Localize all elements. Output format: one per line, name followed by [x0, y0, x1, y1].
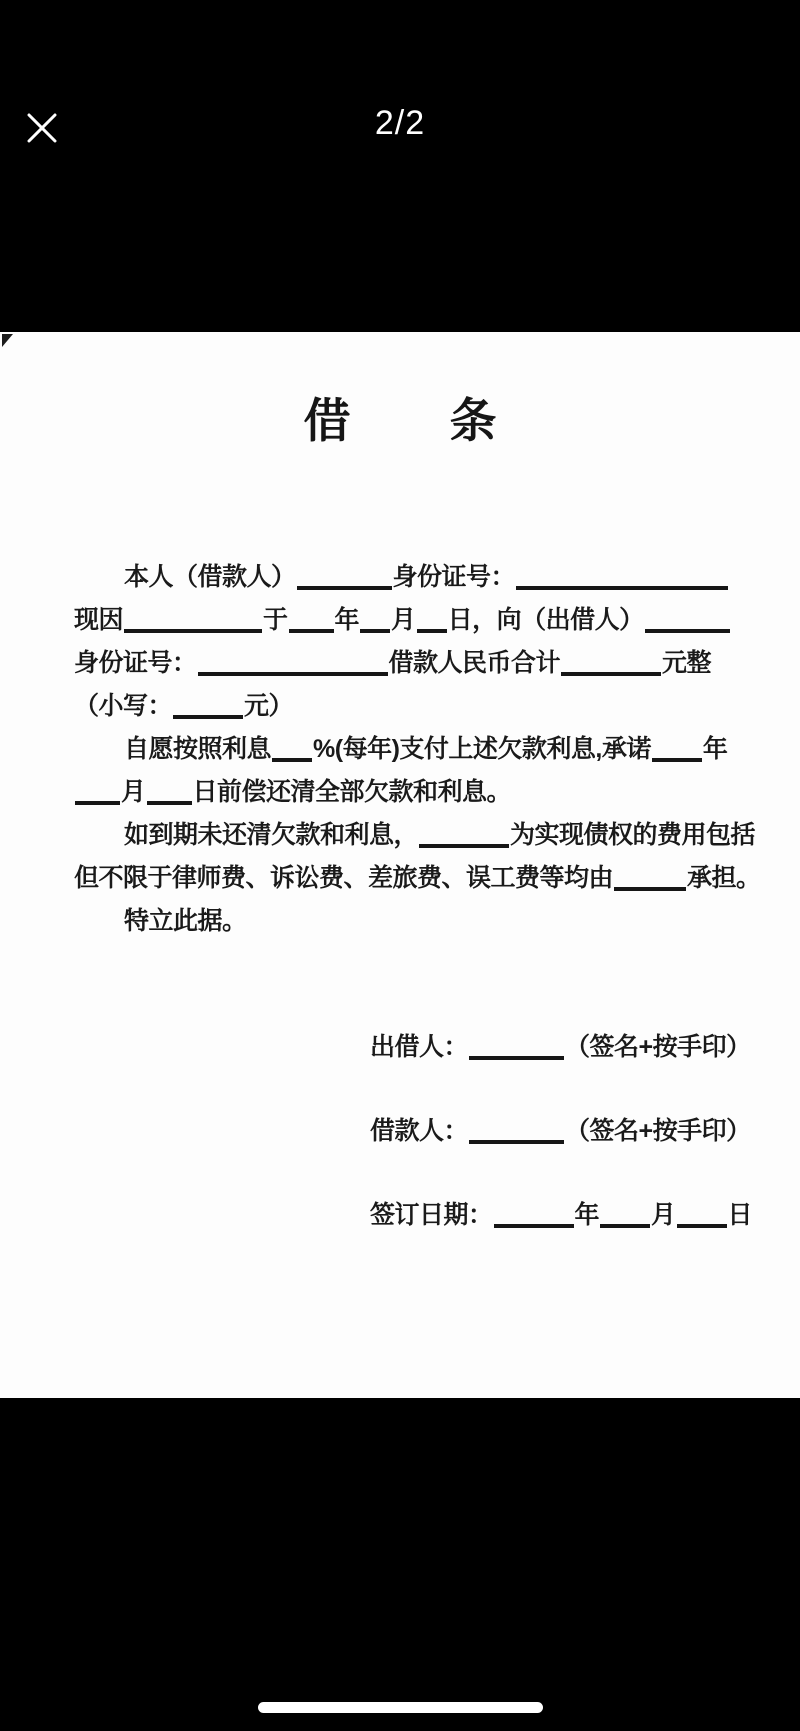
signature-section: [370, 1026, 790, 1278]
text-segment: 年: [334, 606, 360, 634]
blank-underline: [297, 586, 392, 590]
text-segment: 日前偿还清全部欠款和利息。: [192, 778, 512, 806]
blank-underline: [677, 1224, 727, 1228]
text-segment: 借款人民币合计: [388, 649, 561, 677]
text-segment: 月: [651, 1201, 676, 1229]
text-line: [74, 900, 734, 943]
text-segment: 年: [574, 1201, 600, 1229]
blank-underline: [198, 672, 388, 676]
blank-underline: [124, 629, 262, 633]
text-segment: 日，向（出借人）: [447, 606, 644, 634]
text-line: [74, 771, 734, 814]
page-indicator: 2/2: [374, 104, 426, 142]
text-segment: 日: [727, 1201, 753, 1229]
text-line: [74, 728, 734, 771]
text-segment: 签订日期：: [370, 1201, 493, 1229]
text-segment: 元整: [662, 649, 712, 677]
page-corner-artifact: [2, 334, 13, 347]
blank-underline: [469, 1056, 564, 1060]
text-segment: 月: [391, 606, 416, 634]
text-segment: 但不限于律师费、诉讼费、差旅费、误工费等均由: [74, 864, 614, 892]
blank-underline: [614, 887, 686, 891]
blank-underline: [494, 1224, 574, 1228]
text-line: [74, 685, 734, 728]
blank-underline: [469, 1140, 564, 1144]
blank-underline: [75, 801, 120, 805]
text-segment: 出借人：: [370, 1033, 469, 1061]
text-segment: 元）: [244, 692, 294, 720]
text-segment: 特立此据。: [124, 907, 247, 935]
text-line: [74, 599, 734, 642]
text-segment: 承担。: [687, 864, 761, 892]
document-title: 借 条: [303, 394, 523, 447]
text-segment: （小写：: [74, 692, 173, 720]
text-segment: 为实现债权的费用包括: [510, 821, 756, 849]
text-segment: 如到期未还清欠款和利息，: [124, 821, 419, 849]
blank-underline: [561, 672, 661, 676]
text-line: [370, 1110, 790, 1153]
text-segment: 借款人：: [370, 1117, 469, 1145]
text-line: [370, 1194, 790, 1237]
text-segment: 自愿按照利息: [124, 735, 272, 763]
text-line: [74, 857, 761, 900]
text-segment: 身份证号：: [392, 563, 516, 591]
text-line: [74, 642, 734, 685]
blank-underline: [272, 758, 312, 762]
viewer-top-bar: [0, 90, 800, 170]
text-segment: （签名+按手印）: [565, 1033, 751, 1061]
text-segment: 月: [121, 778, 146, 806]
blank-underline: [645, 629, 730, 633]
text-segment: 年: [702, 735, 728, 763]
home-indicator-bar[interactable]: [258, 1702, 543, 1713]
blank-underline: [600, 1224, 650, 1228]
document-body: [74, 556, 761, 943]
blank-underline: [417, 629, 447, 633]
text-segment: 本人（借款人）: [124, 563, 296, 591]
text-line: [370, 1026, 790, 1069]
blank-underline: [289, 629, 334, 633]
text-line: [74, 556, 734, 599]
blank-underline: [147, 801, 192, 805]
text-segment: 于: [263, 606, 288, 634]
document-page-image[interactable]: [0, 332, 800, 1398]
text-segment: 现因: [74, 606, 124, 634]
blank-underline: [173, 715, 243, 719]
text-line: [74, 814, 756, 857]
blank-underline: [652, 758, 702, 762]
text-segment: 身份证号：: [74, 649, 197, 677]
blank-underline: [516, 586, 728, 590]
blank-underline: [360, 629, 390, 633]
blank-underline: [419, 844, 509, 848]
text-segment: %(每年)支付上述欠款利息,承诺: [313, 735, 651, 763]
text-segment: （签名+按手印）: [565, 1117, 751, 1145]
